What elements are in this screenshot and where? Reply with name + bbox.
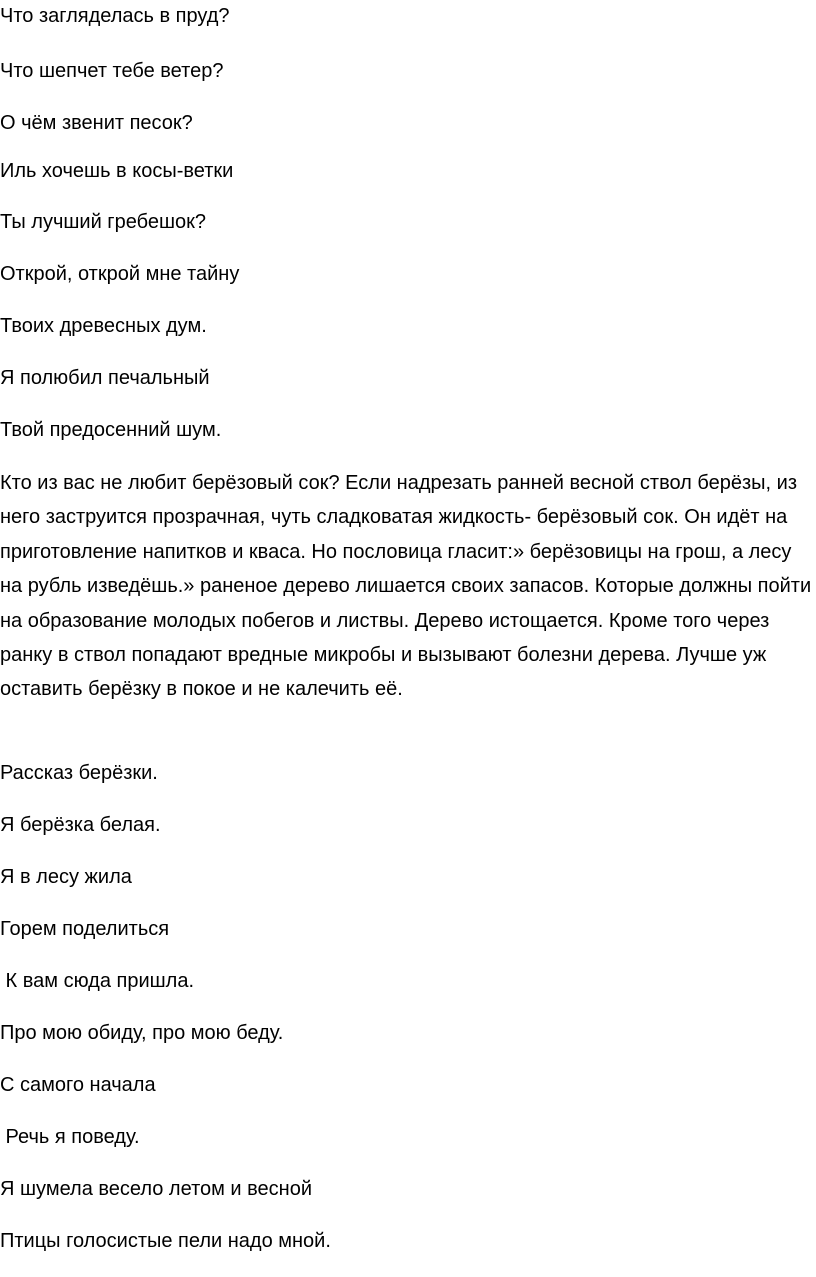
story-line-4: К вам сюда пришла. — [0, 970, 195, 992]
story-line-1: Я берёзка белая. — [0, 814, 161, 836]
story-line-2: Я в лесу жила — [0, 866, 132, 888]
poem-line-3: О чём звенит песок? — [0, 112, 193, 134]
story-line-8: Я шумела весело летом и весной — [0, 1178, 313, 1200]
story-line-5: Про мою обиду, про мою беду. — [0, 1022, 284, 1044]
poem-line-7: Твоих древесных дум. — [0, 315, 207, 337]
story-line-3: Горем поделиться — [0, 918, 170, 940]
story-line-9: Птицы голосистые пели надо мной. — [0, 1230, 331, 1252]
story-title: Рассказ берёзки. — [0, 762, 158, 784]
story-line-6: С самого начала — [0, 1074, 156, 1096]
poem-line-4: Иль хочешь в косы-ветки — [0, 160, 234, 182]
poem-line-9: Твой предосенний шум. — [0, 419, 222, 441]
poem-line-1: Что загляделась в пруд? — [0, 5, 230, 27]
poem-line-2: Что шепчет тебе ветер? — [0, 60, 224, 82]
body-paragraph: Кто из вас не любит берёзовый сок? Если надрезать ранней весной ствол берёзы, из него заструится прозрачная, чуть сладковатая жидкость- берёзовый сок. Он идёт на приготовление напитков и кваса. Но пословица гласит:» берёзовицы на грош, а лесу на рубль изведёшь.» раненое дерево лишается своих запасов. Которые должны пойти на образование молодых побегов и листвы. Дерево истощается. Кроме того через ранку в ствол попадают вредные микробы и вызывают болезни дерева. Лучше уж оставить берёзку в покое и не калечить её. — [0, 472, 812, 701]
story-line-7: Речь я поведу. — [0, 1126, 140, 1148]
poem-line-5: Ты лучший гребешок? — [0, 211, 207, 233]
poem-line-8: Я полюбил печальный — [0, 367, 210, 389]
poem-line-6: Открой, открой мне тайну — [0, 263, 240, 285]
